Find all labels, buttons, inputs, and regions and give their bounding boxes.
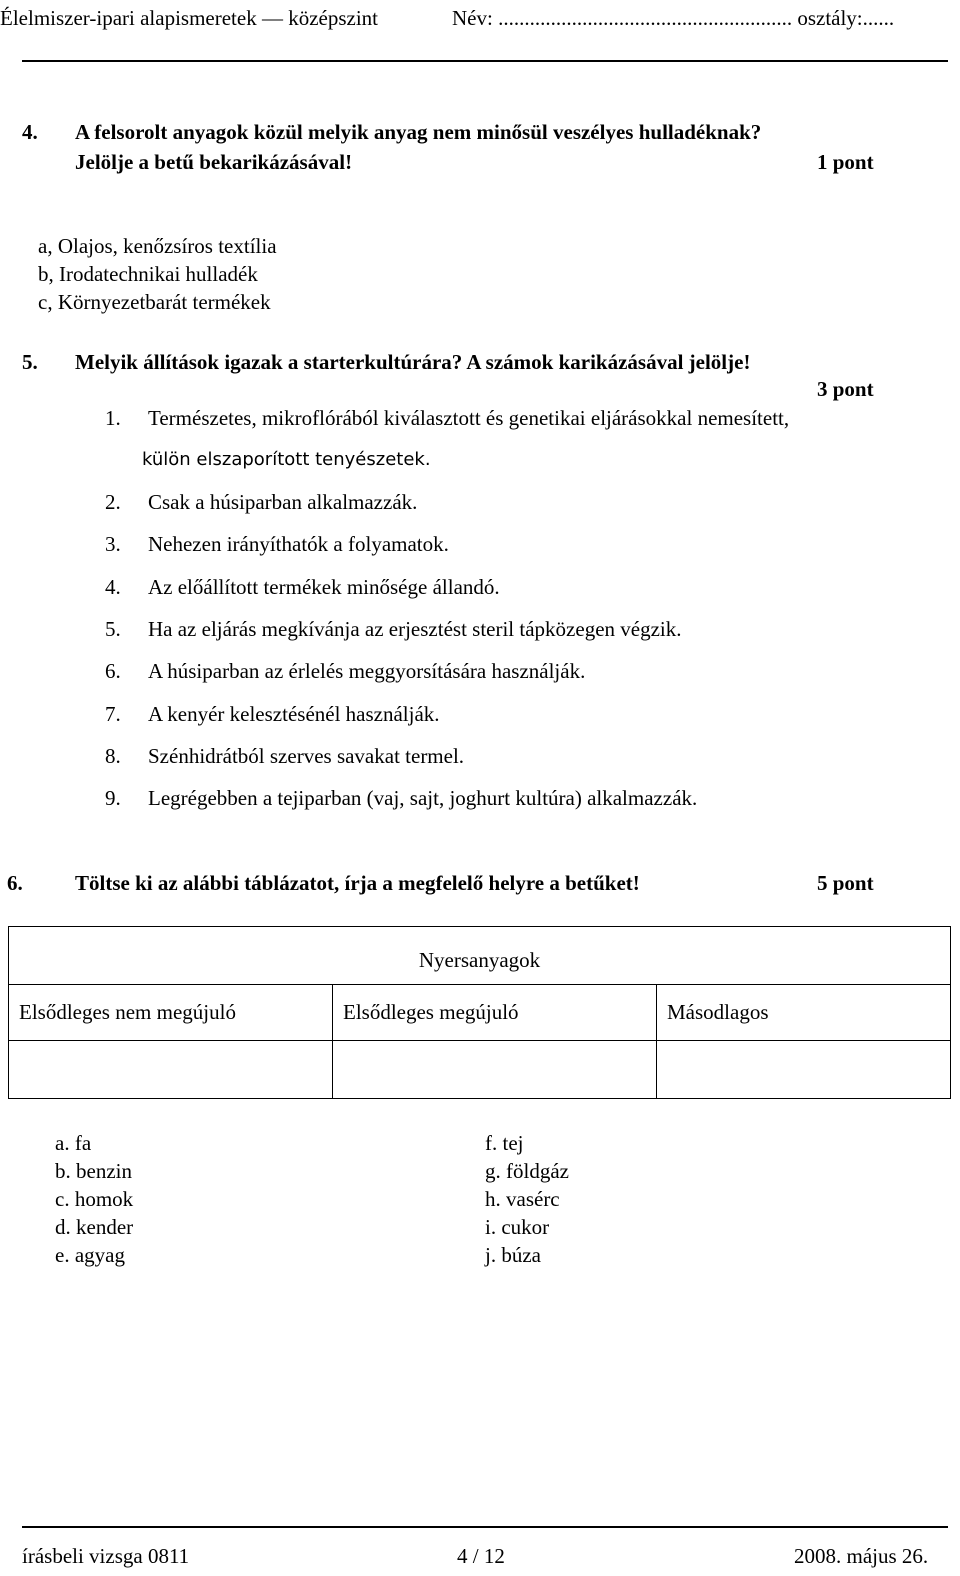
header-right: Név: ........................................................ osztály:...... — [452, 6, 895, 30]
q5-item-6-num[interactable]: 6. — [105, 659, 121, 683]
q6-number: 6. — [7, 871, 23, 895]
q5-item-4-num[interactable]: 4. — [105, 575, 121, 599]
q5-item-7-num[interactable]: 7. — [105, 702, 121, 726]
footer-date: 2008. május 26. — [794, 1544, 929, 1568]
list-item: f. tej — [485, 1131, 524, 1155]
list-item: h. vasérc — [485, 1187, 560, 1211]
q4-option-c[interactable]: c, Környezetbarát termékek — [38, 290, 271, 314]
q5-item-5: Ha az eljárás megkívánja az erjesztést steril tápközegen végzik. — [148, 617, 682, 641]
q5-number: 5. — [22, 350, 38, 374]
q5-item-2-num[interactable]: 2. — [105, 490, 121, 514]
q5-points: 3 pont — [817, 377, 874, 401]
answer-cell-primary-nonrenewable[interactable] — [9, 1041, 333, 1099]
table-title: Nyersanyagok — [9, 927, 951, 985]
list-item: d. kender — [55, 1215, 134, 1239]
q5-line1: Melyik állítások igazak a starterkultúrára? A számok karikázásával jelölje! — [75, 350, 751, 374]
q5-item-8-num[interactable]: 8. — [105, 744, 121, 768]
q5-item-3-num[interactable]: 3. — [105, 532, 121, 556]
q6-points: 5 pont — [817, 871, 874, 895]
list-item: c. homok — [55, 1187, 134, 1211]
q5-item-9: Legrégebben a tejiparban (vaj, sajt, joghurt kultúra) alkalmazzák. — [148, 786, 698, 810]
list-item: a. fa — [55, 1131, 92, 1155]
list-item: b. benzin — [55, 1159, 132, 1183]
q4-line1: A felsorolt anyagok közül melyik anyag nem minősül veszélyes hulladéknak? — [75, 120, 762, 144]
q5-item-2: Csak a húsiparban alkalmazzák. — [148, 490, 418, 514]
column-header-primary-renewable: Elsődleges megújuló — [333, 985, 657, 1041]
header-rule — [22, 60, 948, 62]
q6-line1: Töltse ki az alábbi táblázatot, írja a megfelelő helyre a betűket! — [75, 871, 640, 895]
answer-cell-primary-renewable[interactable] — [333, 1041, 657, 1099]
q5-item-3: Nehezen irányíthatók a folyamatok. — [148, 532, 449, 556]
q5-item-9-num[interactable]: 9. — [105, 786, 121, 810]
list-item: e. agyag — [55, 1243, 125, 1267]
list-item: i. cukor — [485, 1215, 550, 1239]
q4-points: 1 pont — [817, 150, 874, 174]
footer-left: írásbeli vizsga 0811 — [22, 1544, 190, 1568]
list-item: g. földgáz — [485, 1159, 569, 1183]
raw-materials-table — [8, 926, 951, 1099]
q5-item-5-num[interactable]: 5. — [105, 617, 121, 641]
footer-rule — [22, 1526, 948, 1528]
list-item: j. búza — [485, 1243, 541, 1267]
q5-item-1-cont: külön elszaporított tenyészetek. — [142, 449, 431, 470]
q5-item-7: A kenyér kelesztésénél használják. — [148, 702, 440, 726]
header-left: Élelmiszer-ipari alapismeretek — középszint — [0, 6, 379, 30]
q5-item-4: Az előállított termékek minősége állandó. — [148, 575, 500, 599]
footer-page-number: 4 / 12 — [457, 1544, 505, 1568]
q4-option-a[interactable]: a, Olajos, kenőzsíros textília — [38, 234, 277, 258]
q4-line2: Jelölje a betű bekarikázásával! — [75, 150, 353, 174]
q5-item-6: A húsiparban az érlelés meggyorsítására használják. — [148, 659, 586, 683]
column-header-primary-nonrenewable: Elsődleges nem megújuló — [9, 985, 333, 1041]
answer-cell-secondary[interactable] — [657, 1041, 951, 1099]
q4-option-b[interactable]: b, Irodatechnikai hulladék — [38, 262, 258, 286]
q5-item-1: Természetes, mikroflórából kiválasztott és genetikai eljárásokkal nemesített, — [148, 406, 790, 430]
q4-number: 4. — [22, 120, 38, 144]
q5-item-8: Szénhidrátból szerves savakat termel. — [148, 744, 465, 768]
q5-item-1-num[interactable]: 1. — [105, 406, 121, 430]
column-header-secondary: Másodlagos — [657, 985, 951, 1041]
